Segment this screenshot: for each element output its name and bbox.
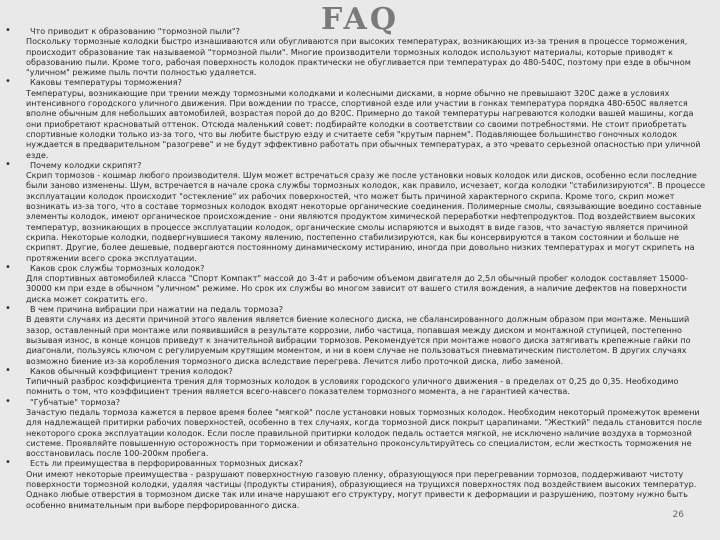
faq-question: • "Губчатые" тормоза? [30, 396, 120, 407]
faq-item [26, 366, 706, 397]
faq-item [26, 26, 706, 77]
faq-item [26, 397, 706, 459]
faq-item [26, 304, 706, 366]
faq-question: • В чем причина вибрации при нажатии на педаль тормоза? [30, 304, 284, 315]
faq-question: • Каков обычный коэффициент трения колодок? [30, 365, 233, 376]
faq-answer: Типичный разброс коэффициента трения для тормозных колодок в условиях городского уличного движения - в пределах от 0,25 до 0,35. Необходимо помнить о том, что коэффициент трения является всего-навсего показателем тормозного момента, а не гарантией качества. [26, 376, 679, 397]
faq-question: • Каковы температуры торможения? [30, 77, 182, 88]
faq-answer: Температуры, возникающие при трении между тормозными колодками и колесными дисками, в норме обычно не превышают 320С даже в условиях интенсивного городского уличного движения. При вождении по трассе, спортивной езде или участии в гонках температура порядка 480-650С является вполне обычным для небольших автомобилей, возрастая порой до до 820С. Примерно до такой температуры нагреваются колодки вашей машины, когда они приобретают красноватый оттенок. Отсюда маленький совет: подбирайте колодки в соответствии со своими потребностями. Не стоит приобретать спортивные колодки только из-за того, что вы любите быструю езду и считаете себя "крутым парнем". Подавляющее большинство гоночных колодок нуждается в предварительном "разогреве" и не будут эффективно работать при обычных температурах, а это чревато серьезной опасностью при уличной езде. [26, 87, 701, 160]
faq-item [26, 263, 706, 304]
faq-item [26, 160, 706, 263]
faq-item [26, 458, 706, 509]
faq-answer: Поскольку тормозные колодки быстро изнашиваются или обугливаются при высоких температурах, возникающих из-за трения в процессе торможения, происходит образование так называемой "тормозной пыли". Многие производители тормозных колодок используют материалы, которые приводят к образованию пыли. Кроме того, рабочая поверхность колодок практически не обугливается при температурах до 480-540С, поэтому при езде в обычном "уличном" режиме пыль почти полностью удаляется. [26, 36, 691, 78]
faq-question: • Каков срок службы тормозных колодок? [30, 262, 205, 273]
faq-item [26, 77, 706, 159]
faq-answer: В девяти случаях из десяти причиной этого явления является биение колесного диска, не сбалансированного должным образом при монтаже. Меньший зазор, оставленный при монтаже или появившийся в результате коррозии, либо частица, попавшая между диском и монтажной ступицей, постепенно вызывая износ, в конце концов приведут к значительной вибрации тормозов. Рекомендуется при монтаже нового диска затягивать крепежные гайки по диагонали, пользуясь ключом с регулируемым крутящим моментом, и ни в коем случае не пользоваться пневматическим пистолетом. В других случаях возможно биение из-за коробления тормозного диска вследствие перегрева. Лечится либо проточкой диска, либо заменой. [26, 314, 691, 366]
faq-answer: Скрип тормозов - кошмар любого производителя. Шум может встречаться сразу же после установки новых колодок или дисков, особенно если последние были заново изменены. Шум, встречается в начале срока службы тормозных колодок, как правило, исчезает, когда колодки "стабилизируются". В процессе эксплуатации колодок происходит "остекление" их рабочих поверхностей, что может быть причиной характерного скрипа. Кроме того, скрип может возникать из-за того, что в составе тормозных колодок входят некоторые органические соединения. Полимерные смолы, связывающие воедино составные элементы колодок, имеют органическое происхождение - они являются продуктом химической переработки нефтепродуктов. Под воздействием высоких температур, возникающих в процессе эксплуатации колодок, органические смолы испаряются и выходят в виде газов, что зачастую является причиной скрипа. Некоторые колодки, подвергнувшиеся такому явлению, постепенно стабилизируются, как бы консервируются в таком состоянии и больше не скрипят. Другие, более дешевые, подвергаются постоянному динамическому истиранию, иногда при довольно низких температурах и могут скрипеть на протяжении всего срока эксплуатации. [26, 170, 706, 263]
page-number: 26 [672, 510, 684, 520]
faq-question: • Почему колодки скрипят? [30, 159, 142, 170]
faq-question: • Что приводит к образованию "тормозной пыли"? [30, 26, 240, 36]
faq-question: • Есть ли преимущества в перфорированных тормозных дисках? [30, 458, 303, 469]
faq-answer: Для спортивных автомобилей класса "Спорт Компакт" массой до 3-4т и рабочим объемом двигателя до 2,5л обычный пробег колодок составляет 15000-30000 км при езде в обычном "уличном" режиме. Но срок их службы во многом зависит от вашего стиля вождения, а наличие дефектов на поверхности диска может сократить его. [26, 273, 688, 304]
faq-answer: Зачастую педаль тормоза кажется в первое время более "мягкой" после установки новых тормозных колодок. Необходим некоторый промежуток времени для надлежащей притирки рабочих поверхностей, особенно в тех случаях, когда тормозной диск покрыт царапинами. "Жесткий" педаль становится после некоторого срока эксплуатации колодок. Если после правильной притирки колодок педаль остается мягкой, не исключено наличие воздуха в тормозной системе. Проявляйте повышенную осторожность при торможении и обязательно проконсультируйтесь со специалистом, если жесткость торможения не восстановилась после 100-200км пробега. [26, 406, 702, 459]
faq-answer: Они имеют некоторые преимущества - разрушают поверхностную газовую пленку, образующуюся при перегревании тормозов, поддерживают чистоту поверхности тормозной колодки, удаляя частицы (продукты стирания), образующиеся на трущихся поверхностях под воздействием высоких температур. Однако любые отверстия в тормозном диске так или иначе нарушают его структуру, могут привести к деформации и разрушению, поэтому нужно быть особенно внимательным при выборе перфорированного диска. [26, 468, 697, 510]
page-title: FAQ [321, 2, 399, 37]
faq-content [26, 26, 706, 510]
